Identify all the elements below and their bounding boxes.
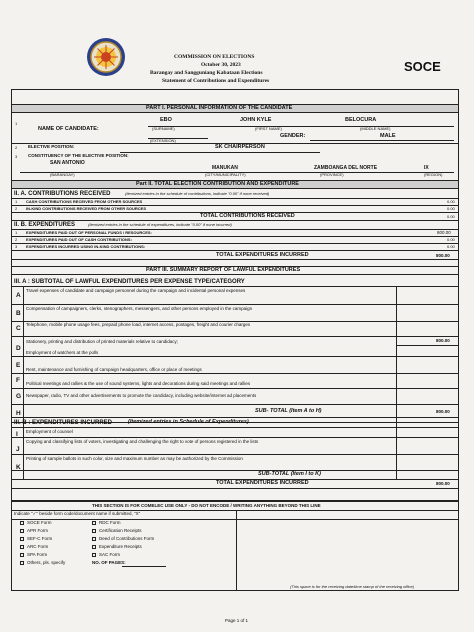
- gender-value: MALE: [380, 133, 396, 139]
- category-label: Travel expenses of candidate and campaign personnel during the campaign and incidental personal expenses: [26, 288, 246, 293]
- category-letter: G: [16, 393, 22, 400]
- category-letter: E: [16, 362, 21, 369]
- checklist-label: ARC Form: [27, 544, 49, 549]
- divider: [12, 470, 458, 471]
- row-number: 1: [15, 121, 18, 126]
- stamp-note: (This space is for the receiving date/time stamp of the receiving office): [290, 584, 415, 589]
- inkind-exp-amount: 0.00: [447, 244, 455, 249]
- checklist-label: RDC Form: [99, 520, 121, 525]
- divider: [12, 388, 458, 389]
- city-caption: (CITY/MUNICIPALITY): [205, 172, 246, 177]
- part2-title: Part II. TOTAL ELECTION CONTRIBUTION AND EXPENDITURE: [136, 181, 299, 187]
- part3a-title: III. A : SUBTOTAL OF LAWFUL EXPENDITURES PER EXPENSE TYPE/CATEGORY: [14, 279, 245, 285]
- divider: [12, 404, 458, 405]
- category-letter: F: [16, 377, 20, 384]
- row-number: 1: [15, 230, 18, 235]
- category-label: Political meetings and rallies & the use of sound systems, lights and decorations during said meetings and rallies: [26, 381, 251, 386]
- divider: [12, 286, 458, 287]
- middle-name-caption: (MIDDLE NAME): [360, 126, 391, 131]
- sac-form-checkbox[interactable]: [92, 553, 96, 557]
- checklist-label: Expenditure Receipts: [99, 544, 142, 549]
- apr-form-checkbox[interactable]: [20, 529, 24, 533]
- checklist-label: Deed of Contributions Form: [99, 536, 155, 541]
- others-checkbox[interactable]: [20, 561, 24, 565]
- form-code: SOCE: [404, 59, 441, 74]
- category-letter: I: [16, 431, 18, 438]
- seal-icon: [86, 37, 126, 77]
- divider: [12, 437, 458, 438]
- row-number: 3: [15, 154, 18, 159]
- row-number: 3: [15, 244, 18, 249]
- category-letter: J: [16, 446, 20, 453]
- category-label: Copying and classifying lists of voters, investigating and challenging the right to vote of persons registered in the lists: [26, 439, 259, 444]
- checklist-label: Certification Receipts: [99, 528, 142, 533]
- position-underline: [120, 152, 320, 153]
- province-caption: (PROVINCE): [320, 172, 344, 177]
- inkind-contributions-amount: 0.00: [447, 206, 455, 211]
- letter-column-line: [23, 286, 24, 480]
- first-name-caption: (FIRST NAME): [255, 126, 282, 131]
- subtotal-b-label: SUB-TOTAL (Item I to K): [258, 471, 321, 477]
- inkind-exp-label: EXPENDITURES INCURRED USING IN-KIND CONTRIBUTIONS:: [26, 244, 146, 249]
- certification-receipts-checkbox[interactable]: [92, 529, 96, 533]
- category-label: Rent, maintenance and furnishing of campaign headquarters, office or place of meetings: [26, 367, 202, 372]
- divider: [12, 304, 458, 305]
- grand-total-amount: 800.00: [436, 481, 450, 486]
- inkind-contributions-label: IN-KIND CONTRIBUTIONS RECEIVED FROM OTHER SOURCES: [26, 206, 147, 211]
- comelec-column-line: [236, 510, 237, 591]
- divider: [396, 345, 458, 346]
- page-number: Page 1 of 1: [225, 618, 249, 623]
- personal-funds-label: EXPENDITURES PAID OUT OF PERSONAL FUNDS / RESOURCES:: [26, 230, 152, 235]
- spa-form-checkbox[interactable]: [20, 553, 24, 557]
- checklist-label: SAC Form: [99, 552, 121, 557]
- divider: [12, 454, 458, 455]
- divider: [12, 373, 458, 374]
- category-letter: D: [16, 345, 21, 352]
- total-contributions-amount: 0.00: [447, 214, 455, 219]
- pages-label: NO. OF PAGES:: [92, 560, 126, 565]
- checklist-label: Others, pls. specify: [27, 560, 66, 565]
- cash-contributions-amount: 0.00: [447, 199, 455, 204]
- gender-underline: [310, 140, 454, 141]
- arc-form-checkbox[interactable]: [20, 545, 24, 549]
- category-label: Stationery, printing and distribution of printed materials relative to candidacy;: [26, 339, 178, 344]
- soce-form-checkbox[interactable]: [20, 521, 24, 525]
- divider: [12, 417, 458, 418]
- category-label: Printing of sample ballots in such color, size and maximum number as may be authorized by the Commission: [26, 456, 243, 461]
- rdc-form-checkbox[interactable]: [92, 521, 96, 525]
- position-value: SK CHAIRPERSON: [215, 144, 265, 150]
- constituency-label: CONSTITUENCY OF THE ELECTIVE POSITION:: [28, 153, 129, 158]
- part3b-title: III. B : EXPENDITURES INCURRED: [14, 420, 113, 426]
- divider: [12, 488, 458, 489]
- total-contributions-label: TOTAL CONTRIBUTIONS RECEIVED: [200, 213, 295, 219]
- part3-title: PART III. SUMMARY REPORT OF LAWFUL EXPENDITURES: [146, 267, 301, 273]
- grand-total-label: TOTAL EXPENDITURES INCURRED: [216, 480, 309, 486]
- barangay-caption: (BARANGAY): [50, 172, 75, 177]
- divider: [12, 220, 458, 221]
- category-amount: 800.00: [436, 338, 450, 343]
- expenditures-title: II. B. EXPENDITURES: [14, 222, 76, 228]
- position-label: ELECTIVE POSITION:: [28, 144, 75, 149]
- expenditures-note: (Itemized entries in the schedule of expenditures, indicate "0.00" if none incurred): [88, 222, 232, 227]
- personal-funds-amount: 800.00: [437, 230, 451, 235]
- amount-column-line: [396, 286, 397, 480]
- part1-title: PART I. PERSONAL INFORMATION OF THE CANDIDATE: [146, 105, 293, 111]
- surname-caption: (SURNAME): [152, 126, 175, 131]
- region-caption: (REGION): [424, 172, 443, 177]
- expenditure-receipts-checkbox[interactable]: [92, 545, 96, 549]
- row-number: 1: [15, 199, 18, 204]
- comelec-indicate: Indicate "✓" beside form code/document name if submitted, "X": [14, 511, 141, 516]
- contributions-note: (Itemized entries in the schedule of contributions, indicate "0.00" if none received): [125, 191, 270, 196]
- row-number: 2: [15, 145, 18, 150]
- divider: [12, 427, 458, 428]
- divider: [12, 336, 458, 337]
- cash-contribution-exp-amount: 0.00: [447, 237, 455, 242]
- category-letter: B: [16, 310, 21, 317]
- region-value: IX: [424, 165, 429, 171]
- cash-contributions-label: CASH CONTRIBUTIONS RECEIVED FROM OTHER SOURCES: [26, 199, 143, 204]
- contributions-title: II. A. CONTRIBUTIONS RECEIVED: [14, 191, 111, 197]
- header-doc-title: Statement of Contributions and Expenditures: [162, 78, 270, 84]
- category-letter: C: [16, 325, 21, 332]
- divider: [12, 356, 458, 357]
- barangay-value: SAN ANTONIO: [50, 160, 85, 166]
- checklist-label: SEF-C Form: [27, 536, 53, 541]
- checklist-label: APR Form: [27, 528, 49, 533]
- checklist-label: SPA Form: [27, 552, 48, 557]
- comelec-title: THIS SECTION IS FOR COMELEC USE ONLY - DO NOT ENCODE / WRITING ANYTHING BEYOND THIS LINE: [92, 503, 321, 508]
- name-label: NAME OF CANDIDATE:: [38, 126, 99, 132]
- name-underline: [148, 126, 454, 127]
- cash-contribution-exp-label: EXPENDITURES PAID OUT OF CASH CONTRIBUTIONS:: [26, 237, 132, 242]
- divider: [12, 250, 458, 251]
- subtotal-a-amount: 800.00: [436, 409, 450, 414]
- category-label: Telephone, mobile phone usage fees, prepaid phone load, internet access, postages, freight and courier charges: [26, 322, 251, 327]
- category-label: Newspaper, radio, TV and other advertisements to promote the candidacy, including website/internet ad placements: [26, 393, 257, 398]
- row-number: 2: [15, 206, 18, 211]
- comelec-seal: [86, 37, 126, 77]
- total-expenditures-amount: 800.00: [436, 253, 450, 258]
- province-value: ZAMBOANGA DEL NORTE: [314, 165, 378, 171]
- category-label: Compensation of campaigners, clerks, stenographers, messengers, and other persons employed in the campaign: [26, 306, 253, 311]
- middle-name-value: BELOCURA: [345, 117, 377, 123]
- category-label: Employment of watchers at the polls: [26, 350, 99, 355]
- checklist-label: SOCE Form: [27, 520, 52, 525]
- header-date: October 30, 2023: [201, 62, 241, 68]
- subtotal-a-label: SUB- TOTAL (Item A to H): [255, 408, 322, 414]
- header-election: Barangay and Sangguniang Kabataan Elections: [150, 70, 263, 76]
- divider: [12, 519, 458, 520]
- category-label: Employment of counsel: [26, 429, 73, 434]
- part3b-note: (Itemized entries in Schedule of Expenditures): [128, 419, 249, 425]
- category-letter: H: [16, 410, 21, 417]
- row-number: 2: [15, 237, 18, 242]
- category-letter: K: [16, 464, 21, 471]
- surname-value: EBO: [160, 117, 172, 123]
- header-org: COMMISSION ON ELECTIONS: [174, 54, 255, 60]
- divider: [12, 500, 458, 502]
- category-letter: A: [16, 292, 21, 299]
- total-expenditures-label: TOTAL EXPENDITURES INCURRED: [216, 252, 309, 258]
- first-name-value: JOHN KYLE: [240, 117, 272, 123]
- gender-label: GENDER:: [280, 133, 306, 139]
- city-value: MANUKAN: [212, 165, 238, 171]
- extension-caption: (EXTENSION): [150, 138, 176, 143]
- deed-of-contributions-checkbox[interactable]: [92, 537, 96, 541]
- sef-c-form-checkbox[interactable]: [20, 537, 24, 541]
- divider: [12, 259, 458, 260]
- pages-underline: [122, 566, 166, 567]
